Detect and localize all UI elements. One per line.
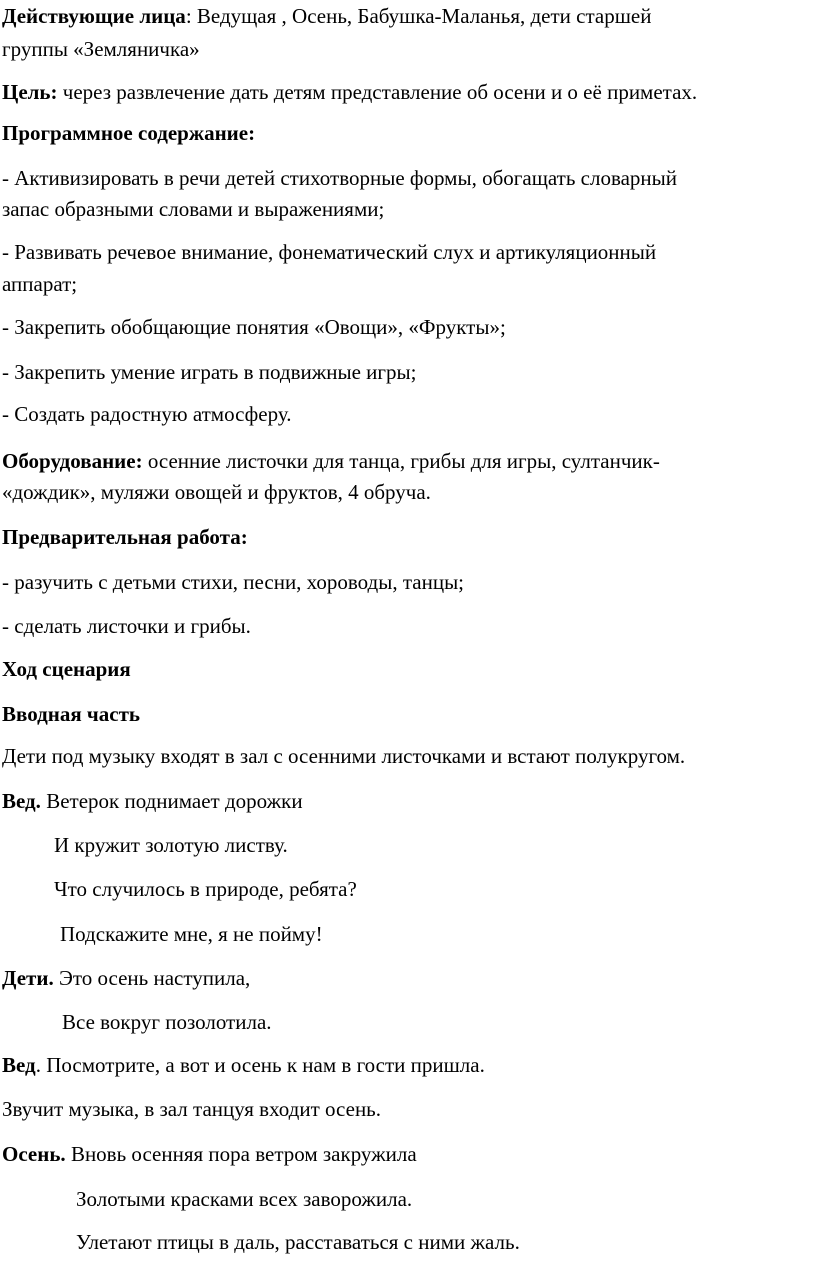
- characters-text: : Ведущая , Осень, Бабушка-Маланья, дети старшей: [185, 4, 652, 28]
- program-item-5: - Создать радостную атмосферу.: [2, 402, 292, 426]
- program-item-1-line-2: запас образными словами и выражениями;: [2, 197, 385, 221]
- scenario-heading: Ход сценария: [2, 657, 131, 681]
- autumn-text-1: Вновь осенняя пора ветром закружила: [65, 1142, 417, 1166]
- program-item-2-line-2: аппарат;: [2, 272, 78, 296]
- intro-heading: Вводная часть: [2, 702, 141, 726]
- autumn-line-1: [2, 1142, 417, 1166]
- autumn-line-2: Золотыми красками всех заворожила.: [76, 1187, 413, 1211]
- host-label-2: Вед: [2, 1053, 36, 1077]
- stage-direction-1: Дети под музыку входят в зал с осенними листочками и встают полукругом.: [2, 744, 686, 768]
- autumn-line-3: Улетают птицы в даль, расставаться с ними жаль.: [76, 1230, 520, 1254]
- goal-line: [2, 80, 697, 104]
- host-line-5: [2, 1053, 485, 1077]
- program-item-3: - Закрепить обобщающие понятия «Овощи», «Фрукты»;: [2, 315, 506, 339]
- prep-item-1: - разучить с детьми стихи, песни, хороводы, танцы;: [2, 570, 465, 594]
- kids-text-1: Это осень наступила,: [53, 966, 251, 990]
- goal-text: через развлечение дать детям представление об осени и о её приметах.: [57, 80, 698, 104]
- prep-item-2: - сделать листочки и грибы.: [2, 614, 251, 638]
- program-item-1-line-1: - Активизировать в речи детей стихотворные формы, обогащать словарный: [2, 166, 677, 190]
- kids-label: Дети.: [2, 966, 54, 990]
- characters-line-1: [2, 4, 651, 28]
- characters-line-2: группы «Земляничка»: [2, 37, 200, 61]
- host-label: Вед.: [2, 789, 41, 813]
- program-label: Программное содержание:: [2, 121, 256, 145]
- host-text-5: . Посмотрите, а вот и осень к нам в гости пришла.: [35, 1053, 485, 1077]
- program-item-4: - Закрепить умение играть в подвижные игры;: [2, 360, 417, 384]
- host-line-2: И кружит золотую листву.: [54, 833, 288, 857]
- host-line-3: Что случилось в природе, ребята?: [54, 877, 357, 901]
- equipment-line-1: [2, 449, 660, 473]
- characters-label: Действующие лица: [2, 4, 186, 28]
- stage-direction-2: Звучит музыка, в зал танцуя входит осень.: [2, 1097, 382, 1121]
- kids-line-1: [2, 966, 250, 990]
- host-line-4: Подскажите мне, я не пойму!: [60, 922, 323, 946]
- equipment-label: Оборудование:: [2, 449, 143, 473]
- host-line-1: [2, 789, 303, 813]
- kids-line-2: Все вокруг позолотила.: [62, 1010, 272, 1034]
- program-item-2-line-1: - Развивать речевое внимание, фонематический слух и артикуляционный: [2, 240, 657, 264]
- autumn-label: Осень.: [2, 1142, 66, 1166]
- prep-label: Предварительная работа:: [2, 525, 248, 549]
- equipment-text: осенние листочки для танца, грибы для игры, султанчик-: [142, 449, 660, 473]
- host-text-1: Ветерок поднимает дорожки: [40, 789, 303, 813]
- equipment-line-2: «дождик», муляжи овощей и фруктов, 4 обруча.: [2, 480, 431, 504]
- goal-label: Цель:: [2, 80, 58, 104]
